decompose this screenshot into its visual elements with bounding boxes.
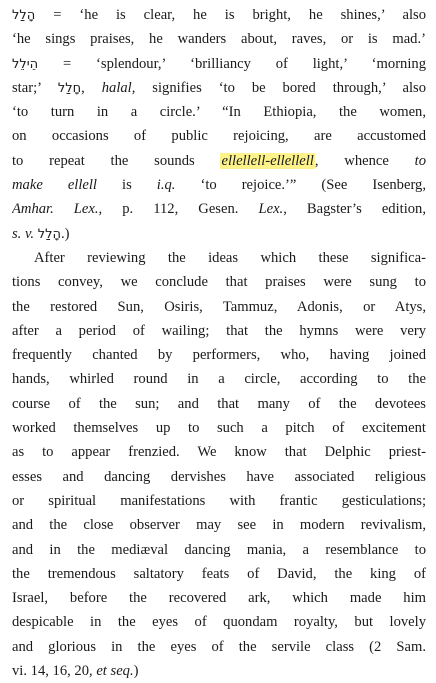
text-line: after a period of wailing; that the hymns were very	[12, 322, 426, 339]
text-line: and glorious in the eyes of the servile class (2 Sam.	[12, 638, 426, 655]
text-line: הֵילֵל = ‘splendour,’ ‘brilliancy of light,’ ‘morning	[12, 55, 426, 72]
text-line: hands, whirled round in a circle, according to the	[12, 371, 426, 388]
text-line: despicable in the eyes of quondam royalty, but lovely	[12, 614, 426, 631]
highlighted-term: ellellell-ellellell	[221, 152, 314, 169]
hebrew-word: הָלַל	[37, 226, 61, 242]
hebrew-word: הֵילֵל	[12, 56, 39, 72]
text-line: or spiritual manifestations with frantic gesticulations;	[12, 492, 426, 509]
hebrew-definitions-paragraph	[12, 3, 426, 246]
hebrew-word: חָלַל	[57, 80, 82, 96]
text-line: vi. 14, 16, 20, et seq.)	[12, 663, 139, 680]
text-line: s. v. הָלַל.)	[12, 225, 70, 242]
text-line: הָלַל = ‘he is clear, he is bright, he shines,’ also	[12, 7, 426, 23]
citation-title: Amhar. Lex.	[12, 201, 99, 218]
text-line: and the close observer may see in modern revivalism,	[12, 517, 426, 534]
text-line: star;’ חָלַל, halal, signifies ‘to be bored through,’ also	[12, 79, 426, 96]
text-line: worked themselves up to such a pitch of excitement	[12, 420, 426, 437]
text-line: frequently chanted by performers, who, having joined	[12, 347, 426, 364]
text-line: Israel, before the recovered ark, which made him	[12, 590, 426, 607]
text-line: esses and dancing dervishes have associated religious	[12, 468, 426, 485]
text-line: to repeat the sounds ellellell-ellellell, whence to	[12, 152, 426, 169]
text-line: course of the sun; and that many of the devotees	[12, 395, 426, 412]
text-line: After reviewing the ideas which these significa-	[34, 249, 426, 266]
text-line: Amhar. Lex., p. 112, Gesen. Lex., Bagster’s edition,	[12, 201, 426, 218]
citation-title: Lex.	[258, 201, 284, 218]
text-line: and in the mediæval dancing mania, a resemblance to	[12, 541, 426, 558]
text-line: tions convey, we conclude that praises were sung to	[12, 274, 426, 291]
text-line: the restored Sun, Osiris, Tammuz, Adonis, or Atys,	[12, 298, 426, 315]
hebrew-word: הָלַל	[12, 8, 36, 23]
text-line: ‘he sings praises, he wanders about, raves, or is mad.’	[12, 31, 426, 48]
text-line: on occasions of public rejoicing, are accustomed	[12, 128, 426, 145]
text-line: the tremendous saltatory feats of David, the king of	[12, 565, 426, 582]
text-line: make ellell is i.q. ‘to rejoice.’” (See Isenberg,	[12, 177, 426, 194]
italic-term: halal	[101, 79, 132, 96]
body-paragraph	[12, 246, 426, 683]
text-line: ‘to turn in a circle.’ “In Ethiopia, the women,	[12, 104, 426, 121]
text-line: as to appear frenzied. We know that Delphic priest-	[12, 444, 426, 461]
